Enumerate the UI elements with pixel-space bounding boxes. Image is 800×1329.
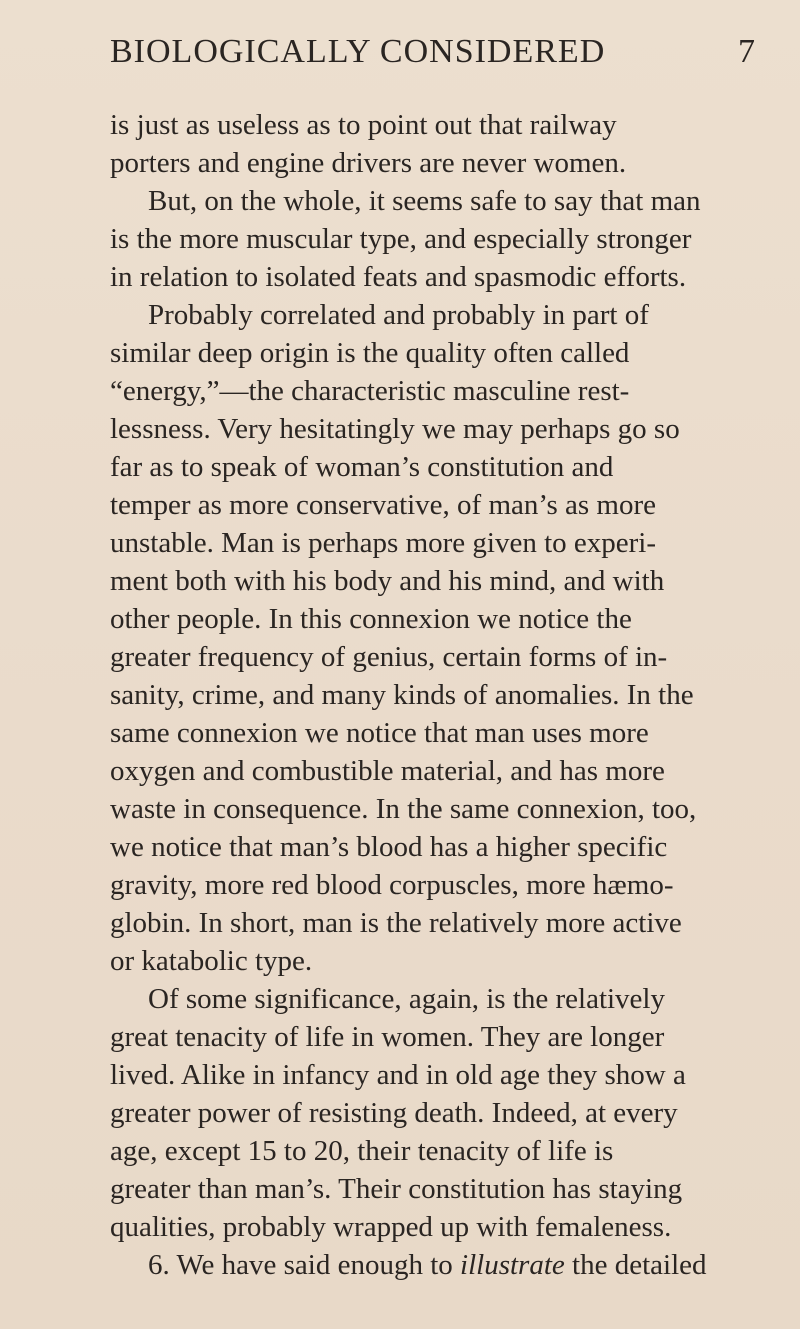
text-line: far as to speak of woman’s constitution and xyxy=(110,451,614,483)
section-start-line xyxy=(0,1244,800,1286)
text-line: similar deep origin is the quality often called xyxy=(110,337,630,369)
text-line: waste in consequence. In the same connexion, too, xyxy=(110,793,697,825)
text-line: lived. Alike in infancy and in old age they show a xyxy=(110,1059,686,1091)
section-line-after: the detailed xyxy=(564,1249,707,1281)
text-line: other people. In this connexion we notice the xyxy=(110,603,632,635)
text-line: greater than man’s. Their constitution has staying xyxy=(110,1173,683,1205)
text-line: is just as useless as to point out that railway xyxy=(110,109,617,141)
text-line: great tenacity of life in women. They are longer xyxy=(110,1021,665,1053)
running-head: BIOLOGICALLY CONSIDERED xyxy=(110,33,606,70)
text-line: sanity, crime, and many kinds of anomalies. In the xyxy=(110,679,694,711)
text-line: porters and engine drivers are never women. xyxy=(110,147,627,179)
text-line: “energy,”—the characteristic masculine rest- xyxy=(110,375,630,407)
text-line: or katabolic type. xyxy=(110,945,313,977)
text-line: greater frequency of genius, certain forms of in- xyxy=(110,641,668,673)
text-line: globin. In short, man is the relatively more active xyxy=(110,907,682,939)
text-line: lessness. Very hesitatingly we may perhaps go so xyxy=(110,413,680,445)
text-line: qualities, probably wrapped up with femaleness. xyxy=(110,1211,672,1243)
text-line: we notice that man’s blood has a higher specific xyxy=(110,831,668,863)
text-line: ment both with his body and his mind, and with xyxy=(110,565,665,597)
text-line: temper as more conservative, of man’s as more xyxy=(110,489,656,521)
text-line: in relation to isolated feats and spasmodic efforts. xyxy=(110,261,687,293)
paragraph-start-line: Probably correlated and probably in part of xyxy=(148,299,649,331)
text-line: same connexion we notice that man uses more xyxy=(110,717,649,749)
section-line-before: 6. We have said enough to xyxy=(148,1249,461,1281)
paragraph-start-line: Of some significance, again, is the relatively xyxy=(148,983,665,1015)
text-line: age, except 15 to 20, their tenacity of life is xyxy=(110,1135,614,1167)
text-line: unstable. Man is perhaps more given to experi- xyxy=(110,527,657,559)
page-number: 7 xyxy=(738,33,756,70)
text-line: gravity, more red blood corpuscles, more hæmo- xyxy=(110,869,674,901)
text-line: oxygen and combustible material, and has more xyxy=(110,755,665,787)
emphasis-word: illustrate xyxy=(460,1249,565,1281)
paragraph-start-line: But, on the whole, it seems safe to say that man xyxy=(148,185,701,217)
page-header xyxy=(110,30,756,74)
text-line: greater power of resisting death. Indeed, at every xyxy=(110,1097,678,1129)
text-line: is the more muscular type, and especially stronger xyxy=(110,223,692,255)
